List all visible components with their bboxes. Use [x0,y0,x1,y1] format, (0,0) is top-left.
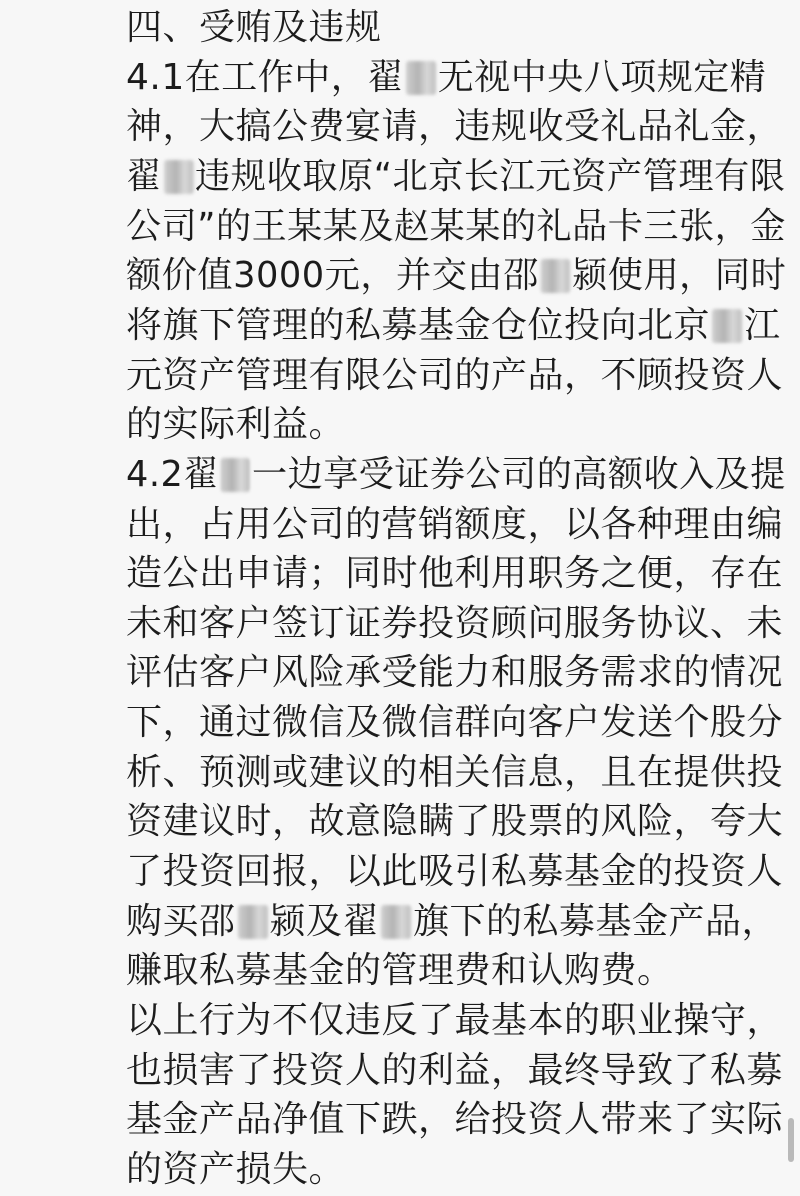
section-heading: 四、受贿及违规 [126,7,382,48]
redacted-name [238,905,268,939]
redacted-name [406,61,436,95]
text-line: 将旗下管理的私募基金仓位投向北京 江 [126,305,781,346]
text-line: 的资产损失。 [126,1149,346,1190]
redacted-name [164,160,193,194]
text-line: 以上行为不仅违反了最基本的职业操守， [126,1000,784,1041]
text-line: 翟 违规收取原“北京长江元资产管理有限 [126,156,786,197]
redacted-name [221,458,250,492]
redacted-name [381,905,411,939]
text-line: 4.1在工作中，翟 无视中央八项规定精 [126,57,767,98]
text-line: 公司”的王某某及赵某某的礼品卡三张，金 [126,206,786,247]
scrollbar-thumb[interactable] [788,1118,794,1162]
text-line: 资建议时，故意隐瞒了股票的风险，夸大 [126,801,784,842]
text-line: 了投资回报，以此吸引私募基金的投资人 [126,851,784,892]
text-line: 的实际利益。 [126,404,346,445]
text-line: 额价值3000元，并交由邵 颍使用，同时 [126,255,787,296]
text-line: 评估客户风险承受能力和服务需求的情况 [126,652,784,693]
text-line: 未和客户签订证券投资顾问服务协议、未 [126,603,784,644]
text-line: 析、预测或建议的相关信息，且在提供投 [126,752,784,793]
text-line: 基金产品净值下跌，给投资人带来了实际 [126,1099,784,1140]
text-line: 出，占用公司的营销额度，以各种理由编 [126,504,784,545]
text-line: 赚取私募基金的管理费和认购费。 [126,950,674,991]
text-line: 4.2翟 一边享受证券公司的高额收入及提 [126,454,786,495]
text-line: 购买邵 颍及翟 旗下的私募基金产品， [126,901,779,942]
text-line: 也损害了投资人的利益，最终导致了私募 [126,1050,784,1091]
text-line: 下，通过微信及微信群向客户发送个股分 [126,702,784,743]
text-line: 元资产管理有限公司的产品，不顾投资人 [126,355,784,396]
redacted-text [712,309,742,343]
text-line: 造公出申请；同时他利用职务之便，存在 [126,553,784,594]
text-line: 神，大搞公费宴请，违规收受礼品礼金， [126,106,784,147]
redacted-name [541,259,570,293]
